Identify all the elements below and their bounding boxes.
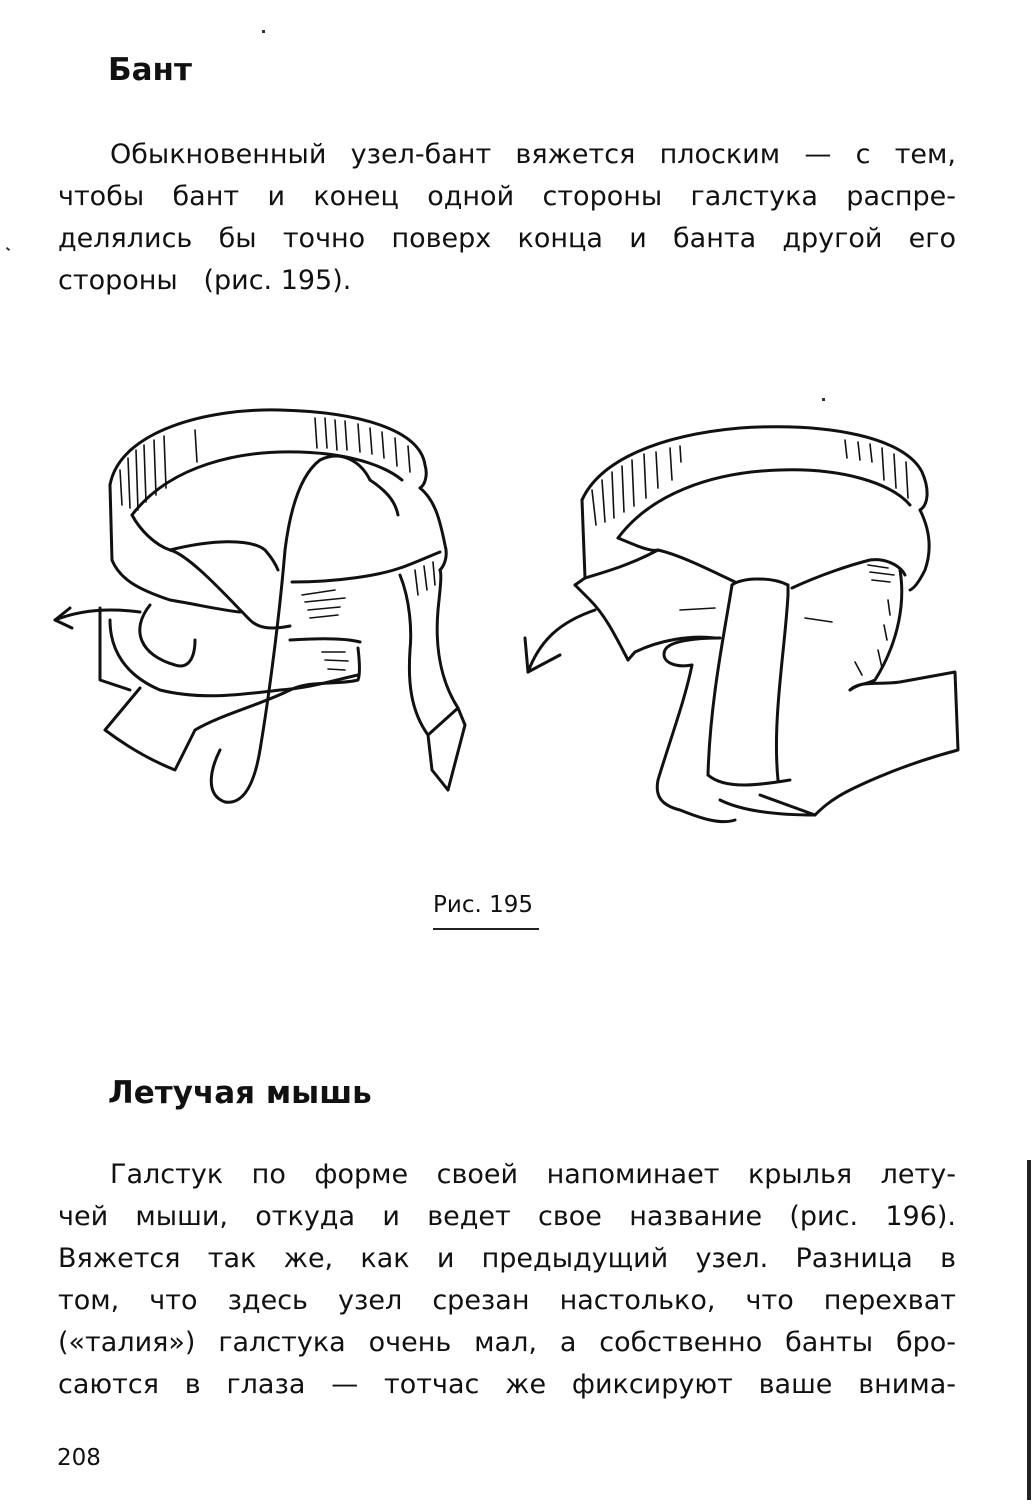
paragraph-line: том, что здесь узел срезан настолько, что перехват	[58, 1285, 956, 1316]
section-body-letuchaya-mysh	[58, 1154, 956, 1406]
scan-speck	[262, 30, 265, 33]
paragraph-line: стороны (рис. 195).	[58, 265, 352, 296]
paragraph-line: чей мыши, откуда и ведет свое название (рис. 196).	[58, 1201, 956, 1232]
section-body-bant	[58, 134, 956, 302]
caption-underline	[433, 928, 539, 930]
page-number: 208	[57, 1445, 101, 1471]
paragraph-line: («талия») галстука очень мал, а собственно банты бро-	[58, 1327, 956, 1358]
bow-tie-illustration-step-1	[40, 390, 500, 830]
scan-speck	[6, 247, 10, 251]
paragraph-line: Галстук по форме своей напоминает крылья лету-	[110, 1159, 956, 1190]
paragraph-line: Обыкновенный узел-бант вяжется плоским — с тем,	[110, 139, 956, 170]
bow-tie-illustration-step-2	[510, 400, 970, 860]
figure-caption: Рис. 195	[433, 892, 533, 918]
scan-page-edge	[1027, 1160, 1031, 1500]
paragraph-line: Вяжется так же, как и предыдущий узел. Разница в	[58, 1243, 956, 1274]
section-title-bant: Бант	[108, 52, 192, 88]
paragraph-line: саются в глаза — тотчас же фиксируют ваше внима-	[58, 1369, 956, 1400]
section-title-letuchaya-mysh: Летучая мышь	[108, 1075, 372, 1111]
paragraph-line: делялись бы точно поверх конца и банта другой его	[58, 223, 956, 254]
paragraph-line: чтобы бант и конец одной стороны галстука распре-	[58, 181, 956, 212]
